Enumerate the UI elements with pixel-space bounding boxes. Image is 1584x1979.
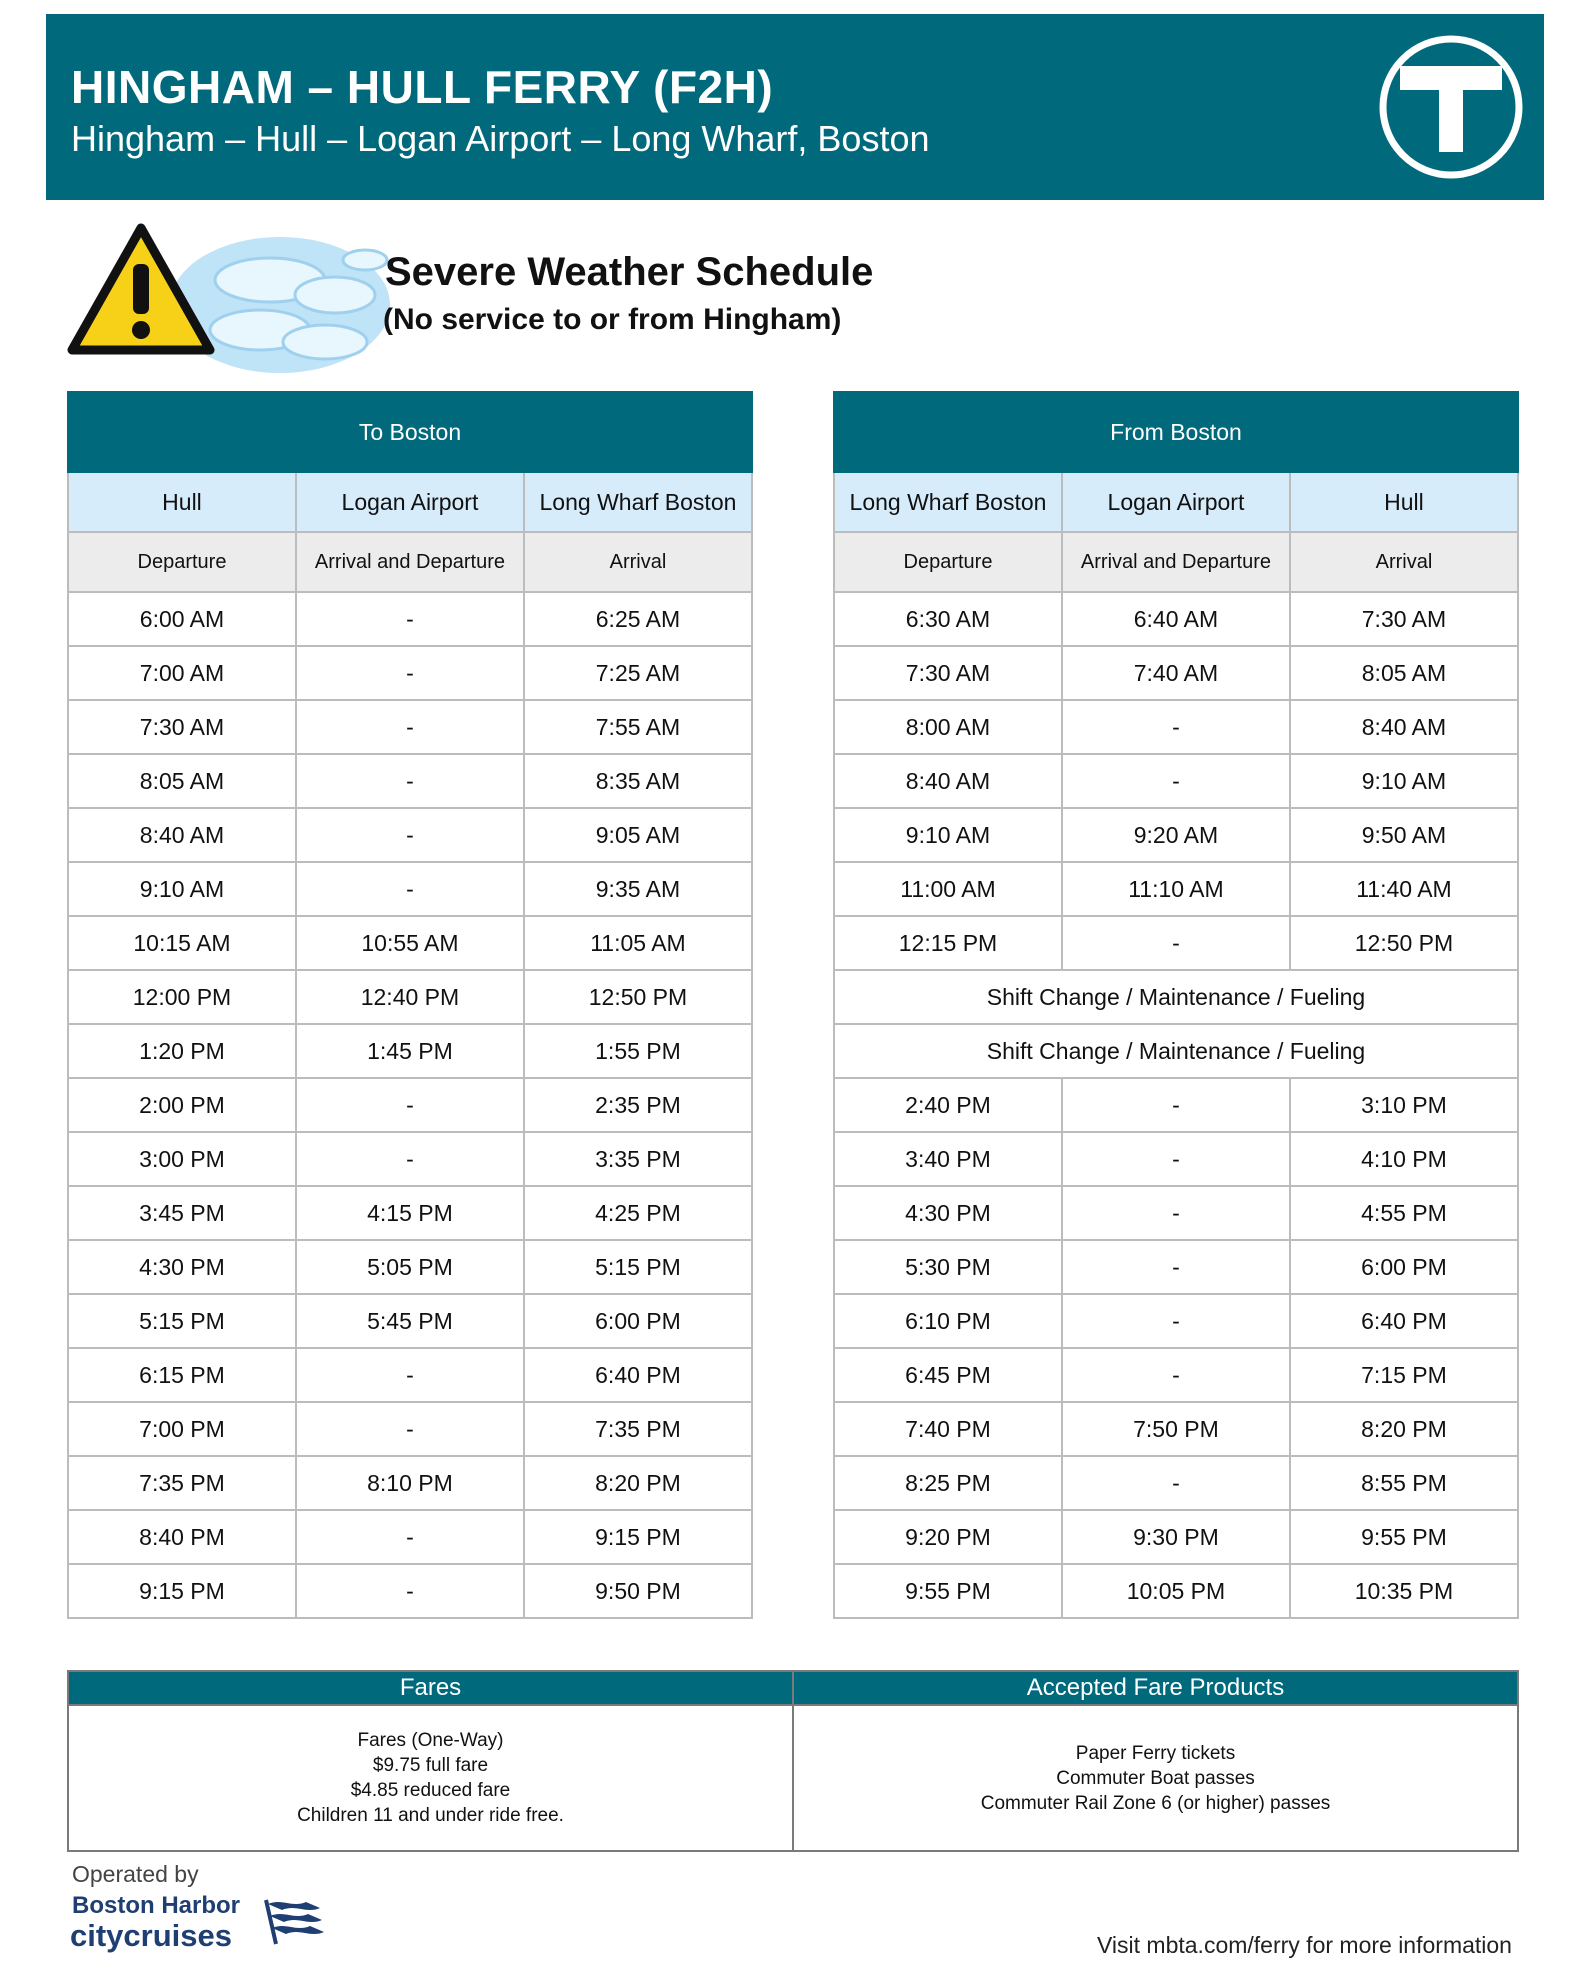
table-row (68, 592, 752, 646)
time-cell: 6:10 PM (834, 1294, 1062, 1348)
time-cell: - (1062, 1186, 1290, 1240)
time-cell: - (296, 1132, 524, 1186)
time-cell: - (296, 808, 524, 862)
time-cell: 8:40 AM (1290, 700, 1518, 754)
time-cell: - (296, 646, 524, 700)
time-cell: 6:40 PM (1290, 1294, 1518, 1348)
time-cell: 3:35 PM (524, 1132, 752, 1186)
time-cell: 11:05 AM (524, 916, 752, 970)
time-cell: 4:10 PM (1290, 1132, 1518, 1186)
time-cell: 10:35 PM (1290, 1564, 1518, 1618)
fares-line: Children 11 and under ride free. (297, 1805, 564, 1826)
table-row (834, 1564, 1518, 1618)
time-cell: 3:10 PM (1290, 1078, 1518, 1132)
time-cell: 9:10 AM (68, 862, 296, 916)
notice-subtitle: (No service to or from Hingham) (383, 303, 842, 336)
table-row (834, 862, 1518, 916)
time-cell: 7:15 PM (1290, 1348, 1518, 1402)
time-cell: 9:05 AM (524, 808, 752, 862)
time-cell: 9:15 PM (524, 1510, 752, 1564)
time-cell: 3:45 PM (68, 1186, 296, 1240)
time-cell: 9:20 AM (1062, 808, 1290, 862)
time-cell: 4:30 PM (834, 1186, 1062, 1240)
table-row (68, 1132, 752, 1186)
direction-header-row (834, 392, 1518, 472)
page-title: HINGHAM – HULL FERRY (F2H) (71, 61, 774, 113)
time-cell: 8:05 AM (1290, 646, 1518, 700)
station-header: Hull (68, 472, 296, 532)
fare-product-line: Paper Ferry tickets (1075, 1742, 1236, 1764)
time-cell: 10:55 AM (296, 916, 524, 970)
time-cell: 1:20 PM (68, 1024, 296, 1078)
operated-by-label: Operated by (72, 1861, 199, 1887)
time-cell: 9:55 PM (1290, 1510, 1518, 1564)
warning-icon (66, 222, 216, 358)
time-cell: 6:25 AM (524, 592, 752, 646)
table-row (834, 1294, 1518, 1348)
fare-products-heading: Accepted Fare Products (793, 1671, 1518, 1705)
table-row (68, 1564, 752, 1618)
route-subtitle: Hingham – Hull – Logan Airport – Long Wharf, Boston (71, 118, 930, 159)
time-cell: 7:00 AM (68, 646, 296, 700)
fare-product-line: Commuter Rail Zone 6 (or higher) passes (980, 1792, 1331, 1814)
time-cell: 9:30 PM (1062, 1510, 1290, 1564)
table-row (834, 1024, 1518, 1078)
time-cell: 12:50 PM (524, 970, 752, 1024)
table-row (68, 1078, 752, 1132)
time-cell: 8:20 PM (524, 1456, 752, 1510)
station-header-row (834, 472, 1518, 532)
time-cell: 8:55 PM (1290, 1456, 1518, 1510)
time-cell: - (1062, 754, 1290, 808)
time-cell: 8:40 AM (834, 754, 1062, 808)
time-cell: - (296, 1402, 524, 1456)
time-cell: - (1062, 1294, 1290, 1348)
service-note-cell: Shift Change / Maintenance / Fueling (834, 970, 1518, 1024)
time-cell: 7:30 AM (834, 646, 1062, 700)
time-cell: 2:35 PM (524, 1078, 752, 1132)
time-cell: 12:00 PM (68, 970, 296, 1024)
time-cell: 10:05 PM (1062, 1564, 1290, 1618)
time-cell: 7:50 PM (1062, 1402, 1290, 1456)
notice-title: Severe Weather Schedule (385, 250, 874, 294)
time-cell: 1:45 PM (296, 1024, 524, 1078)
time-cell: - (296, 592, 524, 646)
time-cell: 7:55 AM (524, 700, 752, 754)
time-cell: - (1062, 1456, 1290, 1510)
time-cell: 11:40 AM (1290, 862, 1518, 916)
time-cell: 5:15 PM (68, 1294, 296, 1348)
to-boston-table (67, 391, 753, 1619)
time-cell: - (296, 700, 524, 754)
time-cell: - (296, 754, 524, 808)
time-cell: 7:35 PM (524, 1402, 752, 1456)
time-cell: 5:05 PM (296, 1240, 524, 1294)
fare-product-line: Commuter Boat passes (1056, 1767, 1255, 1789)
table-row (68, 862, 752, 916)
time-cell: 6:15 PM (68, 1348, 296, 1402)
station-header: Long Wharf Boston (524, 472, 752, 532)
time-cell: 7:25 AM (524, 646, 752, 700)
table-row (834, 1402, 1518, 1456)
time-cell: 7:00 PM (68, 1402, 296, 1456)
time-cell: - (296, 1564, 524, 1618)
table-row (68, 1240, 752, 1294)
station-header: Long Wharf Boston (834, 472, 1062, 532)
time-cell: - (296, 1510, 524, 1564)
service-note-cell: Shift Change / Maintenance / Fueling (834, 1024, 1518, 1078)
time-cell: 11:10 AM (1062, 862, 1290, 916)
time-cell: 6:30 AM (834, 592, 1062, 646)
time-cell: 8:05 AM (68, 754, 296, 808)
time-cell: 5:15 PM (524, 1240, 752, 1294)
from-boston-table (833, 391, 1519, 1619)
time-cell: 7:35 PM (68, 1456, 296, 1510)
stop-type-header: Arrival and Departure (1062, 532, 1290, 592)
table-row (834, 1078, 1518, 1132)
time-cell: 4:55 PM (1290, 1186, 1518, 1240)
time-cell: 10:15 AM (68, 916, 296, 970)
stop-type-row (68, 532, 752, 592)
time-cell: 6:00 PM (1290, 1240, 1518, 1294)
flag-logo-icon (262, 1896, 326, 1948)
time-cell: 6:00 PM (524, 1294, 752, 1348)
table-row (834, 916, 1518, 970)
stop-type-header: Arrival (1290, 532, 1518, 592)
time-cell: 7:30 AM (1290, 592, 1518, 646)
table-row (834, 646, 1518, 700)
time-cell: 6:45 PM (834, 1348, 1062, 1402)
time-cell: 8:40 AM (68, 808, 296, 862)
stop-type-row (834, 532, 1518, 592)
time-cell: 8:10 PM (296, 1456, 524, 1510)
direction-header: From Boston (834, 392, 1518, 472)
time-cell: - (1062, 700, 1290, 754)
fares-line: $9.75 full fare (372, 1755, 489, 1776)
table-row (834, 700, 1518, 754)
table-row (68, 1024, 752, 1078)
visit-website-text: Visit mbta.com/ferry for more information (1097, 1932, 1512, 1958)
table-row (834, 1132, 1518, 1186)
table-row (834, 1186, 1518, 1240)
time-cell: - (296, 1348, 524, 1402)
direction-header: To Boston (68, 392, 752, 472)
table-row (834, 1456, 1518, 1510)
time-cell: 5:45 PM (296, 1294, 524, 1348)
table-row (68, 1456, 752, 1510)
time-cell: 7:40 AM (1062, 646, 1290, 700)
time-cell: 8:35 AM (524, 754, 752, 808)
time-cell: 1:55 PM (524, 1024, 752, 1078)
time-cell: 8:25 PM (834, 1456, 1062, 1510)
table-row (68, 1402, 752, 1456)
stop-type-header: Arrival (524, 532, 752, 592)
table-row (68, 1294, 752, 1348)
time-cell: 5:30 PM (834, 1240, 1062, 1294)
fare-products-cell (793, 1705, 1518, 1851)
time-cell: 4:15 PM (296, 1186, 524, 1240)
station-header: Logan Airport (1062, 472, 1290, 532)
time-cell: 4:25 PM (524, 1186, 752, 1240)
time-cell: 12:50 PM (1290, 916, 1518, 970)
station-header-row (68, 472, 752, 532)
direction-header-row (68, 392, 752, 472)
time-cell: 9:15 PM (68, 1564, 296, 1618)
time-cell: 9:10 AM (834, 808, 1062, 862)
table-row (68, 808, 752, 862)
time-cell: 6:40 PM (524, 1348, 752, 1402)
time-cell: 6:40 AM (1062, 592, 1290, 646)
table-row (68, 1510, 752, 1564)
stop-type-header: Departure (834, 532, 1062, 592)
table-row (68, 1186, 752, 1240)
time-cell: 9:50 PM (524, 1564, 752, 1618)
time-cell: - (1062, 1240, 1290, 1294)
time-cell: 8:20 PM (1290, 1402, 1518, 1456)
table-row (68, 970, 752, 1024)
table-row (834, 808, 1518, 862)
fares-heading: Fares (68, 1671, 793, 1705)
operator-logo-line1: Boston Harbor (72, 1892, 240, 1919)
fares-table (67, 1670, 1519, 1852)
stop-type-header: Departure (68, 532, 296, 592)
table-row (834, 1348, 1518, 1402)
time-cell: - (1062, 1078, 1290, 1132)
fares-cell (68, 1705, 793, 1851)
table-row (68, 646, 752, 700)
time-cell: - (1062, 1132, 1290, 1186)
time-cell: 12:15 PM (834, 916, 1062, 970)
time-cell: - (296, 1078, 524, 1132)
fares-line: $4.85 reduced fare (350, 1780, 511, 1801)
time-cell: 4:30 PM (68, 1240, 296, 1294)
time-cell: 9:10 AM (1290, 754, 1518, 808)
time-cell: - (296, 862, 524, 916)
time-cell: 6:00 AM (68, 592, 296, 646)
table-row (68, 700, 752, 754)
table-row (834, 970, 1518, 1024)
time-cell: 9:20 PM (834, 1510, 1062, 1564)
table-row (834, 592, 1518, 646)
time-cell: 7:40 PM (834, 1402, 1062, 1456)
table-row (834, 1510, 1518, 1564)
time-cell: 12:40 PM (296, 970, 524, 1024)
station-header: Logan Airport (296, 472, 524, 532)
table-row (68, 754, 752, 808)
time-cell: 3:00 PM (68, 1132, 296, 1186)
time-cell: - (1062, 916, 1290, 970)
time-cell: 11:00 AM (834, 862, 1062, 916)
time-cell: - (1062, 1348, 1290, 1402)
mbta-t-logo-icon (1376, 32, 1526, 182)
table-row (834, 754, 1518, 808)
time-cell: 7:30 AM (68, 700, 296, 754)
time-cell: 8:40 PM (68, 1510, 296, 1564)
time-cell: 8:00 AM (834, 700, 1062, 754)
time-cell: 2:40 PM (834, 1078, 1062, 1132)
time-cell: 3:40 PM (834, 1132, 1062, 1186)
time-cell: 9:50 AM (1290, 808, 1518, 862)
time-cell: 2:00 PM (68, 1078, 296, 1132)
table-row (68, 1348, 752, 1402)
time-cell: 9:35 AM (524, 862, 752, 916)
operator-logo-line2: citycruises (70, 1918, 232, 1953)
time-cell: 9:55 PM (834, 1564, 1062, 1618)
fares-line: Fares (One-Way) (357, 1730, 504, 1751)
header-banner (46, 14, 1544, 200)
table-row (68, 916, 752, 970)
stop-type-header: Arrival and Departure (296, 532, 524, 592)
table-row (834, 1240, 1518, 1294)
station-header: Hull (1290, 472, 1518, 532)
